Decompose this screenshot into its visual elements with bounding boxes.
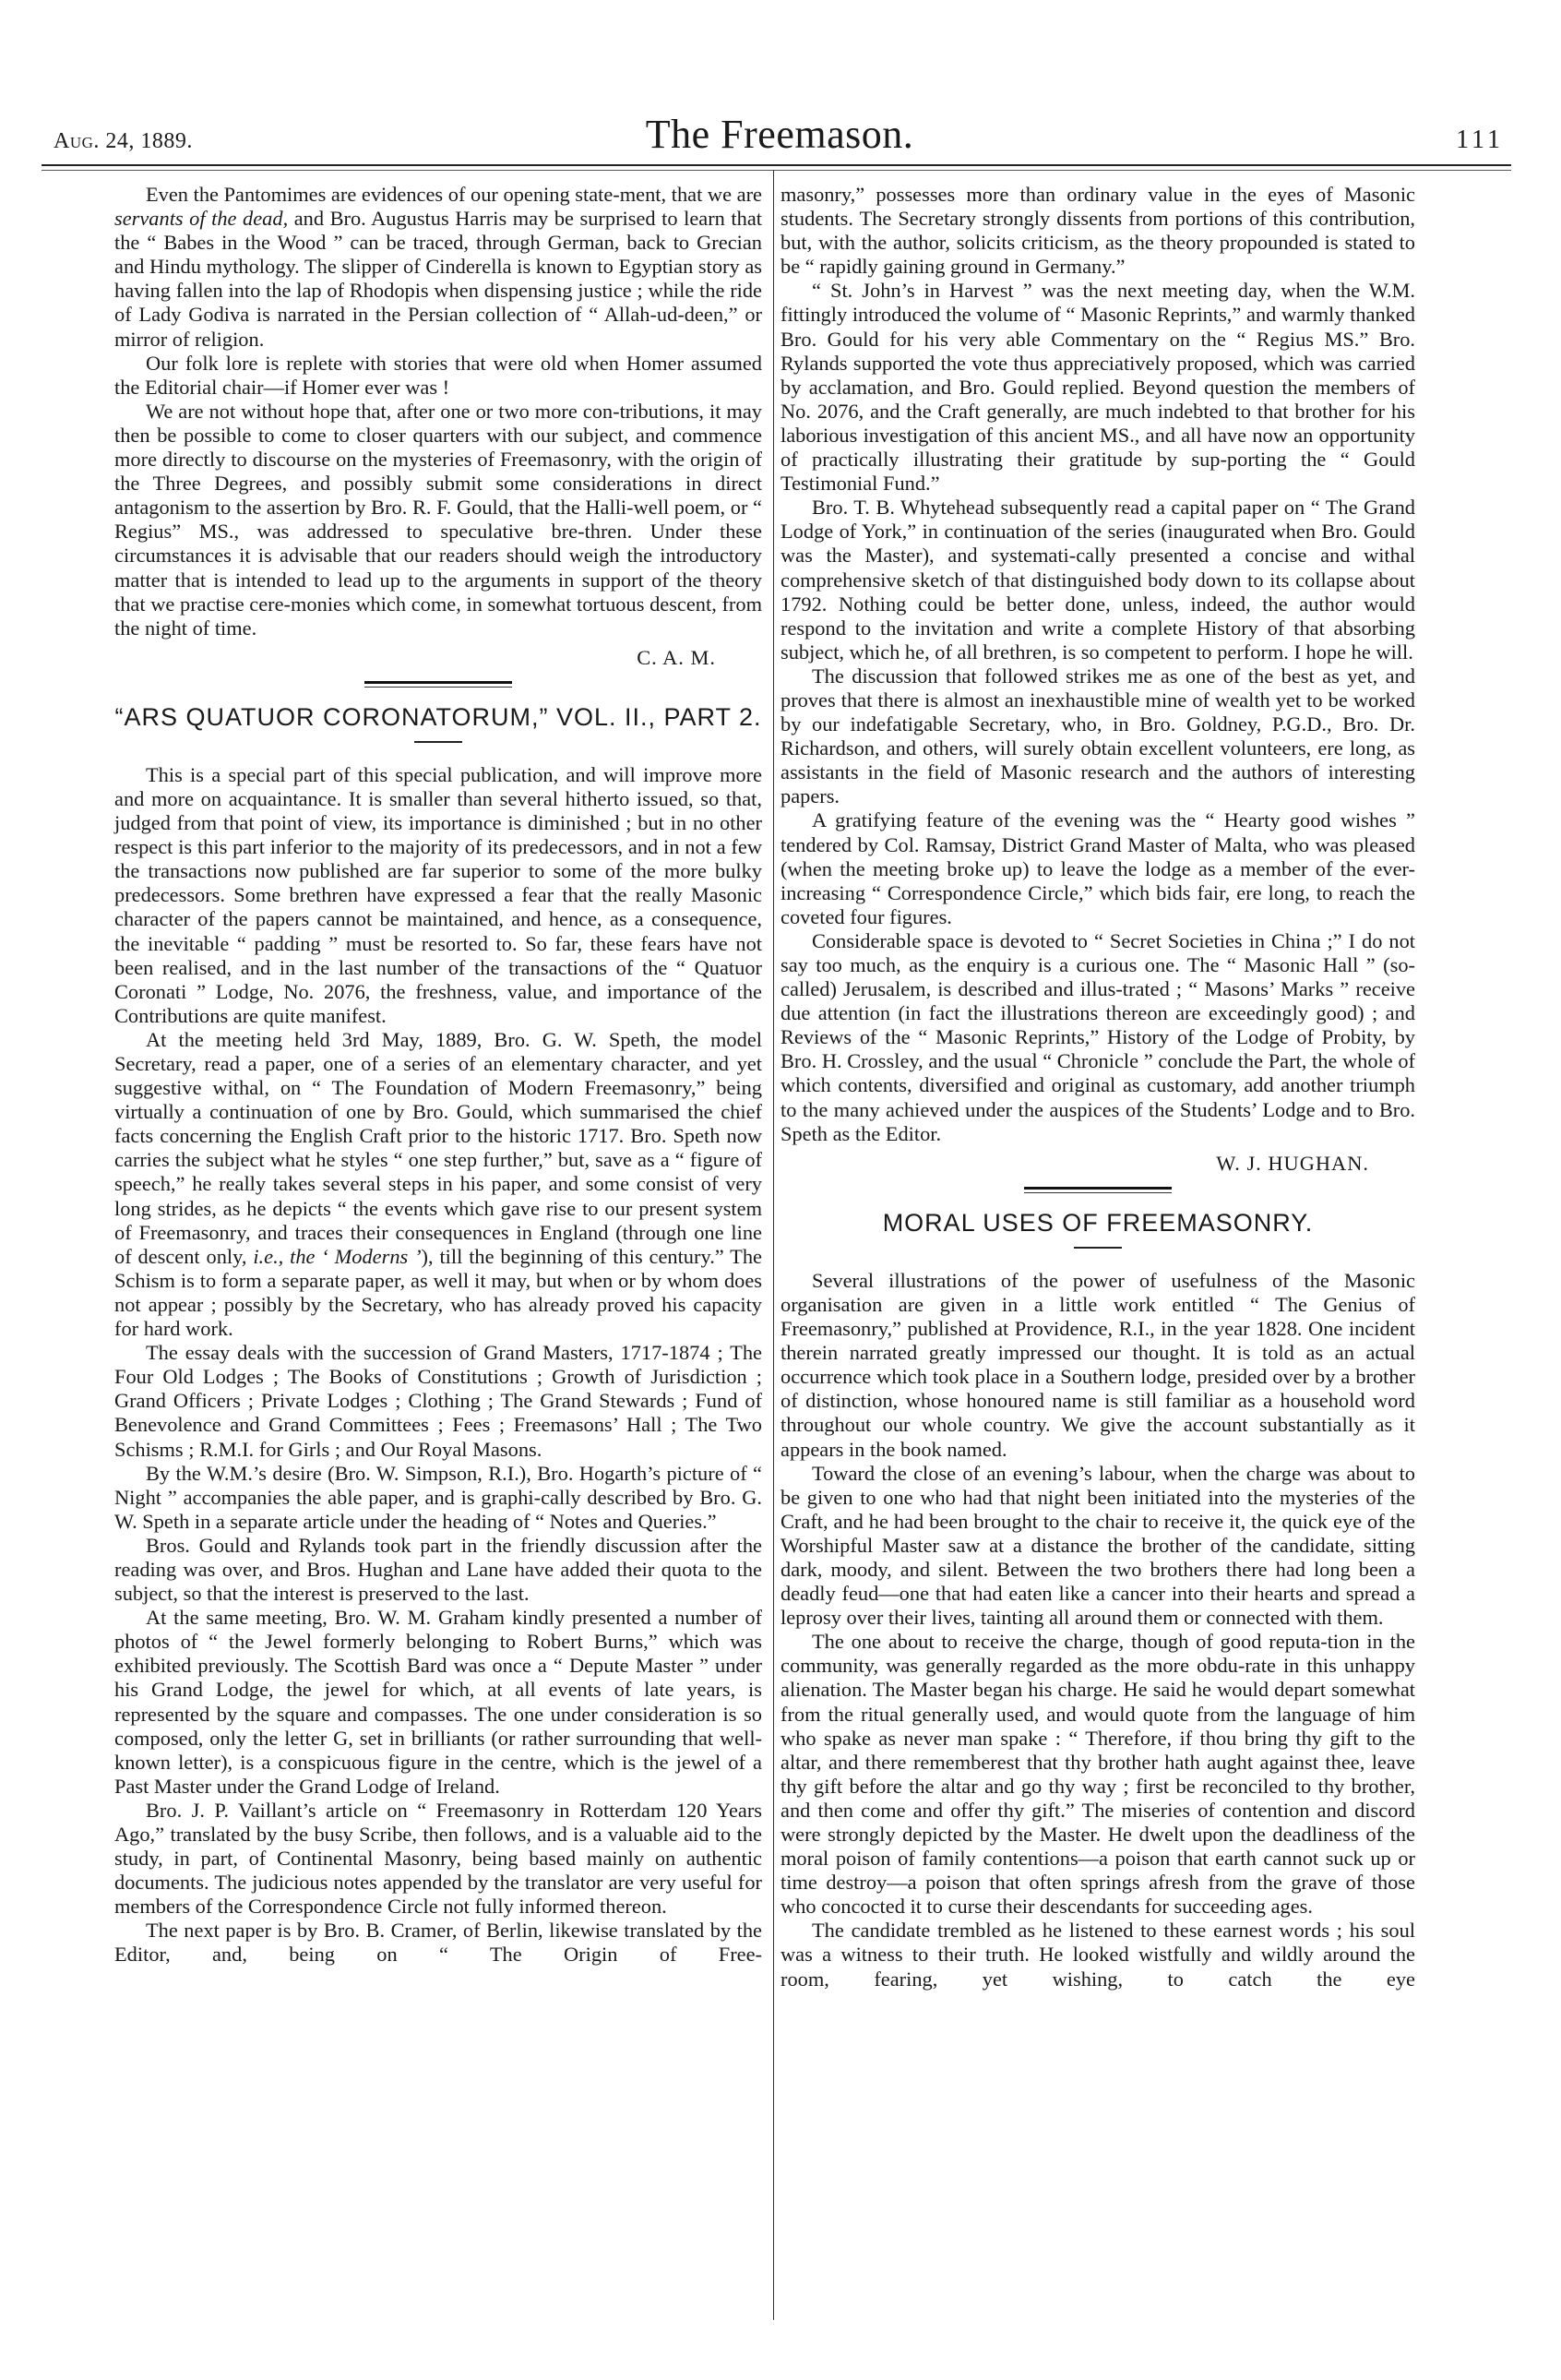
paragraph: Bro. J. P. Vaillant’s article on “ Freemasonry in Rotterdam 120 Years Ago,” translated by the busy Scribe, then follows, and is a valuable aid to the study, in part, of Continental Masonry, being based mainly on authentic documents. The judicious notes appended by the translator are very useful for members of the Correspondence Circle not fully informed thereon. <box>114 1798 762 1919</box>
left-column <box>114 183 762 1967</box>
article-body <box>780 1269 1415 1991</box>
paragraph: Considerable space is devoted to “ Secret Societies in China ;” I do not say too much, as the enquiry is a curious one. The “ Masonic Hall ” (so-called) Jerusalem, is described and illus-trated ; “ Masons’ Marks ” receive due attention (in fact the illustrations thereon are exceedingly good) ; and Reviews of the “ Masonic Reprints,” History of the Lodge of Probity, by Bro. H. Crossley, and the usual “ Chronicle ” conclude the Part, the whole of which contents, diversified and original as customary, add another triumph to the many achieved under the auspices of the Students’ Lodge and to Bro. Speth as the Editor. <box>780 928 1415 1145</box>
paragraph: The essay deals with the succession of Grand Masters, 1717-1874 ; The Four Old Lodges ; The Books of Constitutions ; Growth of Jurisdiction ; Grand Officers ; Private Lodges ; Clothing ; The Grand Stewards ; Fund of Benevolence and Grand Committees ; Fees ; Freemasons’ Hall ; The Two Schisms ; R.M.I. for Girls ; and Our Royal Masons. <box>114 1341 762 1461</box>
issue-date: Aug. 24, 1889. <box>54 129 193 153</box>
paragraph: Bro. T. B. Whytehead subsequently read a capital paper on “ The Grand Lodge of York,” in continuation of the series (inaugurated when Bro. Gould was the Master), and systemati-cally presented a concise and withal comprehensive sketch of that distinguished body down to its collapse about 1792. Nothing could be better done, unless, indeed, the author would respond to the invitation and write a complete History of that absorbing subject, which he, of all brethren, is so competent to perform. I hope he will. <box>780 496 1415 664</box>
paragraph: The discussion that followed strikes me as one of the best as yet, and proves that there is almost an inexhaustible mine of wealth yet to be worked by our indefatigable Secretary, who, in Bro. Goldney, P.G.D., Bro. Dr. Richardson, and others, will surely obtain excellent volunteers, ere long, as assistants in the field of Masonic research and the authors of interesting papers. <box>780 664 1415 808</box>
paragraph: Even the Pantomimes are evidences of our opening state-ment, that we are servants of the dead, and Bro. Augustus Harris may be surprised to learn that the “ Babes in the Wood ” can be traced, through German, back to Grecian and Hindu mythology. The slipper of Cinderella is known to Egyptian story as having fallen into the lap of Rhodopis when dispensing justice ; while the ride of Lady Godiva is narrated in the Persian collection of “ Allah-ud-deen,” or mirror of religion. <box>114 183 762 351</box>
paragraph: At the meeting held 3rd May, 1889, Bro. G. W. Speth, the model Secretary, read a paper, one of a series of an elementary character, and yet suggestive withal, on “ The Foundation of Modern Freemasonry,” being virtually a continuation of one by Bro. Gould, which summarised the chief facts concerning the English Craft prior to the historic 1717. Bro. Speth now carries the subject what he styles “ one step further,” but, save as a “ figure of speech,” he really takes several steps in his paper, and some consist of very long strides, as he depicts “ the events which gave rise to our present system of Freemasonry, and traces their consequences in England (through one line of descent only, i.e., the ‘ Moderns ’), till the beginning of this century.” The Schism is to form a separate paper, as well it may, but when or by whom does not appear ; possibly by the Secretary, who has already proved his capacity for hard work. <box>114 1027 762 1341</box>
paragraph: We are not without hope that, after one or two more con-tributions, it may then be possible to come to closer quarters with our subject, and commence more directly to discourse on the mysteries of Freemasonry, with the origin of the Three Degrees, and possibly submit some considerations in direct antagonism to the assertion by Bro. R. F. Gould, that the Halli-well poem, or “ Regius” MS., was addressed to speculative bre-thren. Under these circumstances it is advisable that our readers should weigh the introductory matter that is intended to lead up to the arguments in support of the theory that we practise cere-monies which come, in somewhat tortuous descent, from the night of time. <box>114 399 762 640</box>
newspaper-title: The Freemason. <box>645 112 914 157</box>
masthead-rule-thin <box>42 170 1511 171</box>
paragraph: Bros. Gould and Rylands took part in the friendly discussion after the reading was over, and Bros. Hughan and Lane have added their quota to the subject, so that the interest is preserved to the last. <box>114 1533 762 1606</box>
article-continuation <box>780 183 1415 1176</box>
paragraph: Several illustrations of the power of usefulness of the Masonic organisation are given in a little work entitled “ The Genius of Freemasonry,” published at Providence, R.I., in the year 1828. One incident therein narrated greatly impressed our thought. It is told as an actual occurrence which took place in a Southern lodge, presided over by a brother of distinction, whose honoured name is still familiar as a household word throughout our whole country. We give the account substantially as it appears in the book named. <box>780 1268 1415 1461</box>
paragraph: The candidate trembled as he listened to these earnest words ; his soul was a witness to their truth. He looked wistfully and wildly around the room, fearing, yet wishing, to catch the eye <box>780 1919 1415 1991</box>
paragraph: A gratifying feature of the evening was the “ Hearty good wishes ” tendered by Col. Ramsay, District Grand Master of Malta, who was pleased (when the meeting broke up) to leave the lodge as a member of the ever-increasing “ Correspondence Circle,” which bids fair, ere long, to reach the coveted four figures. <box>780 808 1415 928</box>
headline-rule <box>414 741 462 743</box>
intro-section <box>114 183 762 670</box>
paragraph: This is a special part of this special publication, and will improve more and more on acquaintance. It is smaller than several hitherto issued, so that, judged from that point of view, its importance is diminished ; but in no other respect is this part inferior to the majority of its predecessors, and in not a few the transactions now published are far superior to some of the more bulky predecessors. Some brethren have expressed a fear that the really Masonic character of the papers cannot be maintained, and hence, as a consequence, the inevitable “ padding ” must be resorted to. So far, these fears have not been realised, and in the last number of the transactions of the “ Quatuor Coronati ” Lodge, No. 2076, the freshness, value, and importance of the Contributions are quite manifest. <box>114 762 762 1027</box>
section-divider <box>364 681 512 688</box>
article-body <box>114 763 762 1967</box>
page-number: 111 <box>1456 126 1504 154</box>
headline-rule <box>1074 1247 1122 1249</box>
author-signature: C. A. M. <box>637 645 716 669</box>
paragraph: The one about to receive the charge, though of good reputa-tion in the community, was generally regarded as the more obdu-rate in this unhappy alienation. The Master began his charge. He said he would depart somewhat from the ritual generally used, and would quote from the language of him who spake as never man spake : “ Therefore, if thou bring thy gift to the altar, and there rememberest that thy brother hath aught against thee, leave thy gift before the altar and go thy way ; first be reconciled to thy brother, and then come and offer thy gift.” The miseries of contention and discord were strongly depicted by the Master. He dwelt upon the deadliness of the moral poison of family contentions—a poison that earth cannot suck up or time destroy—a poison that often springs afresh from the grave of those who concocted it to curse their descendants for succeeding ages. <box>780 1630 1415 1919</box>
paragraph: Our folk lore is replete with stories that were old when Homer assumed the Editorial chair—if Homer ever was ! <box>114 351 762 399</box>
section-divider <box>1024 1187 1172 1193</box>
paragraph: The next paper is by Bro. B. Cramer, of Berlin, likewise translated by the Editor, and, being on “ The Origin of Free- <box>114 1919 762 1967</box>
paragraph: masonry,” possesses more than ordinary value in the eyes of Masonic students. The Secretary strongly dissents from portions of this contribution, but, with the author, solicits criticism, as the theory propounded is stated to be “ rapidly gaining ground in Germany.” <box>780 183 1415 279</box>
author-signature: W. J. HUGHAN. <box>1216 1151 1369 1175</box>
masthead <box>46 111 1513 166</box>
right-column <box>780 183 1415 1991</box>
paragraph: By the W.M.’s desire (Bro. W. Simpson, R.I.), Bro. Hogarth’s picture of “ Night ” accompanies the able paper, and is graphi-cally described by Bro. G. W. Speth in a separate article under the heading of “ Notes and Queries.” <box>114 1461 762 1533</box>
article-headline: MORAL USES OF FREEMASONRY. <box>882 1208 1314 1237</box>
paragraph: “ St. John’s in Harvest ” was the next meeting day, when the W.M. fittingly introduced the volume of “ Masonic Reprints,” and warmly thanked Bro. Gould for his very able Commentary on the “ Regius MS.” Bro. Rylands supported the vote thus appreciatively proposed, which was carried by acclamation, and Bro. Gould replied. Beyond question the members of No. 2076, and the Craft generally, are much indebted to that brother for his laborious investigation of this ancient MS., and all have now an opportunity of practically illustrating their gratitude by sup-porting the “ Gould Testimonial Fund.” <box>780 279 1415 496</box>
masthead-rule <box>42 164 1511 166</box>
paragraph: At the same meeting, Bro. W. M. Graham kindly presented a number of photos of “ the Jewel formerly belonging to Robert Burns,” which was exhibited previously. The Scottish Bard was once a “ Depute Master ” under his Grand Lodge, the jewel for which, at all events of late years, is represented by the square and compasses. The one under consideration is so composed, only the letter G, set in brilliants (or rather surrounding that well-known letter), is a conspicuous figure in the centre, which is the jewel of a Past Master under the Grand Lodge of Ireland. <box>114 1606 762 1798</box>
paragraph: Toward the close of an evening’s labour, when the charge was about to be given to one who had that night been initiated into the mysteries of the Craft, and he had been brought to the chair to receive it, the quick eye of the Worshipful Master saw at a distance the brother of the candidate, sitting dark, moody, and silent. Between the two brothers there had long been a deadly feud—one that had eaten like a cancer into their hearts and spread a leprosy over their lives, tainting all around them or connected with them. <box>780 1461 1415 1630</box>
column-divider <box>773 170 774 2320</box>
article-headline: “ARS QUATUOR CORONATORUM,” VOL. II., PART 2. <box>114 702 762 731</box>
